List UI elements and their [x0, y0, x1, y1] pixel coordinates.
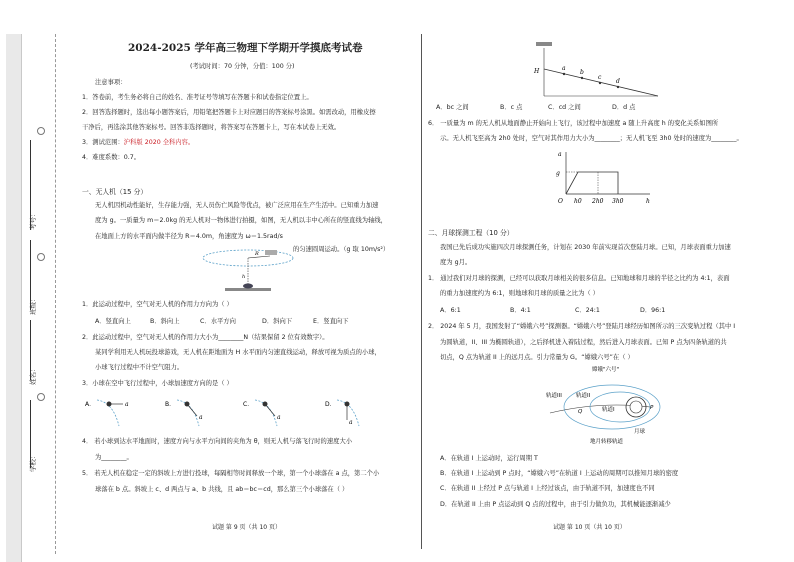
svg-text:a: a [349, 419, 353, 426]
intro-line: 无人机因机动性能好，生存能力强，无人员伤亡风险等优点，被广泛应用在生产生活中。已知重力加速 [95, 202, 379, 209]
page-footer-left: 试题 第 9 页（共 10 页） [212, 524, 281, 531]
option-e: E．竖直向下 [313, 318, 349, 325]
option-a: A．竖直向上 [95, 318, 131, 325]
svg-text:O: O [558, 198, 563, 205]
slope-diagram [530, 38, 665, 98]
intro-line: 的匀速圆周运动。（g 取 10m/s²） [293, 246, 390, 253]
trajectory-options [85, 392, 415, 432]
class-label: 班级： [29, 295, 37, 315]
svg-text:Q: Q [578, 409, 583, 415]
note-item: 2．回答选择题时，选出每小题答案后，用铅笔把答题卡上对应题目的答案标号涂黑。如需改动，用橡皮擦 [82, 109, 376, 116]
option-b: B．在轨道 I 上运动到 P 点时，“嫦娥六号”在轨道 I 上运动的周期可以推知月球的密度 [440, 470, 679, 477]
question-5: 5． 若无人机在稳定一定的斜坡上方进行投球，每隔相等时间释放一个球，第一个小球落在 a 点，第二个小 [82, 470, 380, 477]
school-label: 学校： [29, 452, 37, 472]
svg-text:g: g [556, 170, 560, 177]
question-2-line: 为圆轨道，II、III 为椭圆轨道），之后择机进入着陆过程，然后进入月球表面。已知 P 点为四条轨道的共 [440, 339, 727, 346]
note-item: 4．难度系数：0.7。 [82, 154, 141, 161]
svg-text:3h0: 3h0 [612, 198, 624, 205]
acceleration-graph [548, 148, 658, 206]
option-c: C．水平方向 [200, 318, 236, 325]
write-line [30, 240, 31, 310]
orbit-diagram [540, 363, 680, 445]
notes-heading: 注意事项： [95, 79, 127, 86]
option-d: D．在轨道 II 上由 P 点运动到 Q 点的过程中，由于引力做负功，其机械能逐渐减少 [440, 501, 671, 508]
question-2: 2．此运动过程中，空气对无人机的作用力大小为________N（结果保留 2 位有效数字）。 [82, 334, 329, 341]
intro-line: 度为 g月。 [440, 259, 472, 266]
option-a: A．6:1 [440, 307, 461, 314]
section-heading: 二、月球探测工程（10 分） [428, 229, 514, 237]
option-c: C．cd 之间 [548, 104, 581, 111]
option-d: D．d 点 [612, 104, 636, 111]
question-2-line: 某同学利用无人机玩投球游戏，无人机在距地面为 H 水平面内匀速直线运动，释放可视为质点的小球， [95, 349, 381, 356]
question-1-line: 的重力加速度约为 6:1，则地球和月球的质量之比为（ ） [440, 290, 599, 297]
svg-text:a: a [277, 414, 281, 421]
question-4-line: 为________。 [95, 454, 133, 461]
option-b: B． [165, 401, 176, 408]
option-c: C．24:1 [575, 307, 600, 314]
write-line [30, 400, 31, 468]
column-divider [421, 34, 422, 549]
svg-text:P: P [650, 405, 654, 411]
range-highlight: 沪科版 2020 全科内容。 [123, 139, 195, 146]
name-label: 姓名： [29, 365, 37, 385]
question-6-line: 示。无人机飞至高为 2h0 处时，空气对其作用力大小为________；无人机飞至 3h0 处时的速度为________。 [440, 135, 743, 142]
option-b: B．斜向上 [150, 318, 180, 325]
question-4: 4． 若小球到达水平地面时，速度方向与水平方向间的夹角为 θ，则无人机与落飞行时的速度大小 [82, 438, 353, 445]
option-d: D．斜向下 [262, 318, 293, 325]
svg-text:h0: h0 [574, 198, 582, 205]
note-item: 干净后，再选涂其他答案标号。回答非选择题时，将答案写在答题卡上，写在本试卷上无效。 [82, 124, 341, 131]
svg-text:轨道III: 轨道III [546, 393, 562, 399]
binding-line [55, 34, 56, 554]
question-1: 1．此运动过程中，空气对无人机的作用力方向为（ ） [82, 301, 233, 308]
page-footer-right: 试题 第 10 页（共 10 页） [553, 524, 626, 531]
svg-text:R: R [255, 251, 259, 257]
binding-hole [37, 393, 45, 401]
svg-text:h: h [242, 274, 246, 280]
svg-text:b: b [580, 69, 584, 76]
option-d: D． [325, 401, 336, 408]
question-3: 3．小球在空中飞行过程中，小球加速度方向的是（ ） [82, 380, 233, 387]
question-2-line: 小球飞行过程中不计空气阻力。 [95, 364, 184, 371]
intro-line: 在地面上方的水平面内做半径为 R＝4.0m，角速度为 ω＝1.5rad/s [95, 233, 283, 240]
note-item: 1．答卷前，考生务必将自己的姓名、准考证号等填写在答题卡和试卷指定位置上。 [82, 94, 313, 101]
intro-line: 度为 g。一质量为 m＝2.0kg 的无人机对一物体进行拍摄，如图，无人机以丰中心所在的竖直线为轴线， [95, 217, 387, 224]
exam-meta: (考试时间：70 分钟，分值：100 分) [190, 63, 295, 70]
svg-text:a: a [562, 65, 566, 72]
svg-text:a: a [199, 414, 203, 421]
option-c: C．在轨道 II 上经过 P 点与轨道 I 上经过该点，由于轨道不同，加速度也不同 [440, 485, 655, 492]
note-item: 3．测试范围：沪科版 2020 全科内容。 [82, 139, 195, 146]
question-5-line: 球落在 b 点。斜坡上 c、d 两点与 a、b 共线，且 ab＝bc＝cd，那么第三个小球落在（ ） [95, 486, 349, 493]
intro-line: 我国已先后成功实施四次月球探测任务，计划在 2030 年前实现首次登陆月球。已知，月球表面重力加速 [440, 244, 731, 251]
option-b: B．c 点 [500, 104, 523, 111]
svg-text:2h0: 2h0 [592, 198, 604, 205]
write-line [30, 140, 31, 230]
option-d: D．96:1 [640, 307, 666, 314]
binding-strip [6, 34, 22, 562]
svg-text:月球: 月球 [634, 429, 646, 435]
option-c: C． [243, 401, 254, 408]
question-2: 2． 2024 年 5 月，我国发射了“嫦娥六号”探测器。“嫦娥六号”登陆月球经历如图所示的三次变轨过程（其中 I [428, 323, 736, 330]
binding-hole [37, 127, 45, 135]
height-label: H [534, 68, 540, 75]
svg-text:a: a [125, 401, 129, 408]
svg-text:轨道I: 轨道I [602, 407, 615, 413]
svg-text:h: h [646, 198, 650, 205]
svg-text:嫦娥"六号": 嫦娥"六号" [592, 367, 620, 373]
section-heading: 一、无人机（15 分） [82, 188, 148, 196]
svg-text:a: a [558, 151, 562, 158]
question-2-line: 切点，Q 点为轨道 II 上的远月点。引力常量为 G。“嫦娥六号”在（ ） [440, 354, 634, 361]
option-a: A．bc 之间 [436, 104, 469, 111]
question-6: 6． 一质量为 m 的无人机从地面静止开始向上飞行，该过程中加速度 a 随上升高度 h 的变化关系如图所 [428, 120, 719, 127]
option-a: A． [85, 401, 96, 408]
svg-text:c: c [598, 74, 602, 81]
question-1: 1． 通过我们对月球的探测，已经可以获取月球相关的很多信息。已知地球和月球的半径之比约为 4:1，表面 [428, 275, 730, 282]
exam-title: 2024-2025 学年高三物理下学期开学摸底考试卷 [128, 42, 363, 54]
drone-diagram [200, 244, 300, 296]
svg-text:轨道II: 轨道II [576, 393, 591, 399]
svg-text:地月转移轨道: 地月转移轨道 [590, 439, 624, 445]
option-a: A．在轨道 I 上运动时，运行周期 T [440, 455, 538, 462]
binding-hole [37, 253, 45, 261]
option-b: B．4:1 [510, 307, 531, 314]
exam-number-label: 考号： [29, 210, 37, 230]
svg-text:d: d [616, 78, 620, 85]
write-line [30, 320, 31, 380]
